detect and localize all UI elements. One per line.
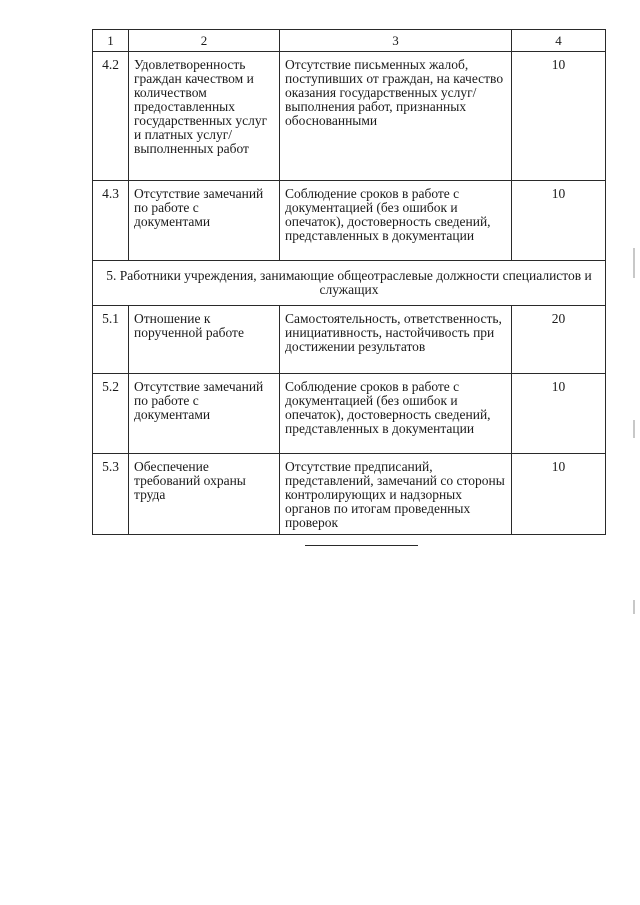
indicator-cell: Отсутствие письменных жалоб, поступивших от граждан, на качество оказания государственных услуг/ выполнения работ, признанных обоснованными <box>280 52 512 181</box>
section-row <box>93 261 606 306</box>
row-number: 4.3 <box>93 181 129 261</box>
header-cell-3: 3 <box>280 30 512 52</box>
indicator-cell: Отсутствие предписаний, представлений, замечаний со стороны контролирующих и надзорных органов по итогам проведенных проверок <box>280 454 512 535</box>
indicator-cell: Соблюдение сроков в работе с документацией (без ошибок и опечаток), достоверность сведений, представленных в документации <box>280 181 512 261</box>
scan-edge-mark <box>633 420 635 438</box>
header-cell-1: 1 <box>93 30 129 52</box>
header-cell-2: 2 <box>129 30 280 52</box>
end-of-document-rule <box>305 545 418 546</box>
score-cell: 10 <box>512 52 606 181</box>
scan-edge-mark <box>633 248 635 278</box>
row-number: 5.1 <box>93 306 129 374</box>
criterion-cell: Отсутствие замечаний по работе с документами <box>129 374 280 454</box>
scan-edge-mark <box>633 600 635 614</box>
score-cell: 10 <box>512 181 606 261</box>
score-cell: 20 <box>512 306 606 374</box>
table-row <box>93 454 606 535</box>
score-cell: 10 <box>512 374 606 454</box>
table-row <box>93 52 606 181</box>
criterion-cell: Обеспечение требований охраны труда <box>129 454 280 535</box>
table-row <box>93 306 606 374</box>
row-number: 4.2 <box>93 52 129 181</box>
table-row <box>93 374 606 454</box>
table-header-row <box>93 30 606 52</box>
indicator-cell: Соблюдение сроков в работе с документацией (без ошибок и опечаток), достоверность сведений, представленных в документации <box>280 374 512 454</box>
section-title: 5. Работники учреждения, занимающие общеотраслевые должности специалистов и служащих <box>93 261 606 306</box>
criteria-table <box>92 29 606 535</box>
criterion-cell: Отсутствие замечаний по работе с документами <box>129 181 280 261</box>
table-row <box>93 181 606 261</box>
indicator-cell: Самостоятельность, ответственность, инициативность, настойчивость при достижении результатов <box>280 306 512 374</box>
row-number: 5.3 <box>93 454 129 535</box>
score-cell: 10 <box>512 454 606 535</box>
header-cell-4: 4 <box>512 30 606 52</box>
row-number: 5.2 <box>93 374 129 454</box>
criterion-cell: Удовлетворенность граждан качеством и количеством предоставленных государственных услуг и платных услуг/выполненных работ <box>129 52 280 181</box>
criterion-cell: Отношение к порученной работе <box>129 306 280 374</box>
